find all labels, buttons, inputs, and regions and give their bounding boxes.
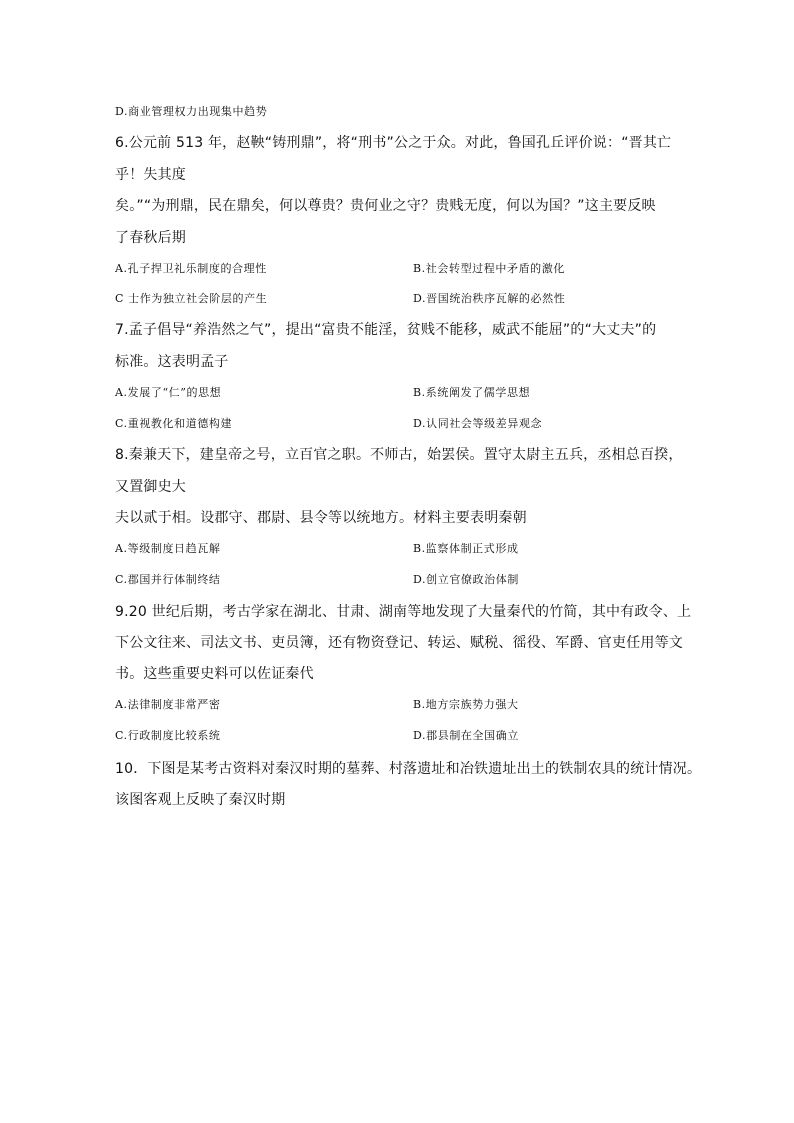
q8-option-a: A.等级制度日趋瓦解: [115, 542, 221, 555]
q6-stem-line-4: 了春秋后期: [115, 230, 186, 246]
q7-option-b: B.系统阐发了儒学思想: [413, 386, 531, 399]
q7-stem-line-2: 标准。这表明孟子: [115, 354, 229, 370]
q7-option-a: A.发展了“仁”的思想: [115, 386, 222, 399]
q10-stem-line-1: 10．下图是某考古资料对秦汉时期的墓葬、村落遗址和冶铁遗址出土的铁制农具的统计情况。: [115, 761, 702, 777]
q9-option-c: C.行政制度比较系统: [115, 729, 221, 742]
q9-option-a: A.法律制度非常严密: [115, 698, 221, 711]
q6-stem-line-1: 6.公元前 513 年，赵鞅“铸刑鼎”，将“刑书”公之于众。对此，鲁国孔丘评价说：“晋其亡: [115, 135, 672, 151]
q9-option-d: D.郡县制在全国确立: [413, 729, 519, 742]
q9-stem-line-3: 书。这些重要史料可以佐证秦代: [115, 666, 314, 682]
q8-stem-line-1: 8.秦兼天下，建皇帝之号，立百官之职。不师古，始罢侯。置守太尉主五兵，丞相总百揆，: [115, 447, 683, 463]
q6-option-b: B.社会转型过程中矛盾的激化: [413, 262, 565, 275]
q8-option-b: B.监察体制正式形成: [413, 542, 519, 555]
q7-stem-line-1: 7.孟子倡导“养浩然之气”，提出“富贵不能淫，贫贱不能移，威武不能屈”的“大丈夫”的: [115, 322, 657, 338]
q10-stem-line-2: 该图客观上反映了秦汉时期: [115, 792, 286, 808]
q6-stem-line-2: 乎！失其度: [115, 167, 186, 183]
q9-stem-line-1: 9.20 世纪后期，考古学家在湖北、甘肃、湖南等地发现了大量秦代的竹简，其中有政令、上: [115, 604, 692, 620]
q5-option-d: D.商业管理权力出现集中趋势: [115, 105, 268, 118]
q6-option-c: C 士作为独立社会阶层的产生: [115, 292, 268, 305]
q8-stem-line-3: 夫以贰于相。设郡守、郡尉、县令等以统地方。材料主要表明秦朝: [115, 510, 527, 526]
q8-option-d: D.创立官僚政治体制: [413, 573, 519, 586]
q7-option-c: C.重视教化和道德构建: [115, 417, 233, 430]
q8-option-c: C.郡国并行体制终结: [115, 573, 221, 586]
q6-stem-line-3: 矣。”“为刑鼎，民在鼎矣，何以尊贵？贵何业之守？贵贱无度，何以为国？”这主要反映: [115, 198, 656, 214]
q7-option-d: D.认同社会等级差异观念: [413, 417, 543, 430]
q9-stem-line-2: 下公文往来、司法文书、吏员簿，还有物资登记、转运、赋税、徭役、军爵、官吏任用等文: [115, 635, 683, 651]
q6-option-d: D.晋国统治秩序瓦解的必然性: [413, 292, 566, 305]
q8-stem-line-2: 又置御史大: [115, 479, 186, 495]
q6-option-a: A.孔子捍卫礼乐制度的合理性: [115, 262, 267, 275]
q9-option-b: B.地方宗族势力强大: [413, 698, 519, 711]
